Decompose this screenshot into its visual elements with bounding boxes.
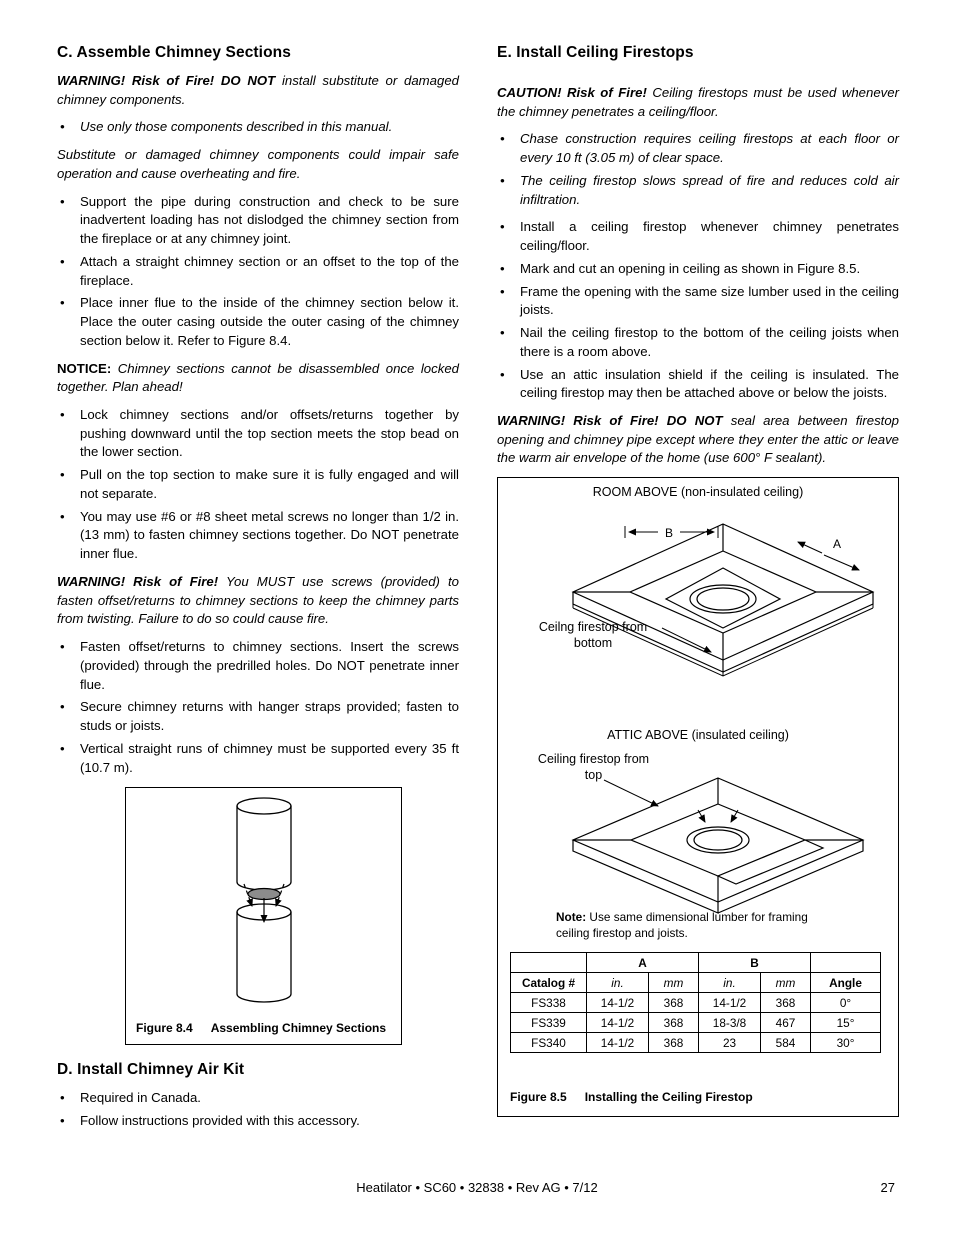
- list-item: • Use only those components described in this manual.: [57, 118, 459, 137]
- dimension-a-label: A: [833, 537, 842, 552]
- list-item: • Lock chimney sections and/or offsets/returns together by pushing downward until the top section meets the stop bead on the lower section.: [57, 406, 459, 462]
- firestop-from-bottom-illustration: [528, 504, 888, 704]
- warning-screws-block: [57, 573, 459, 629]
- footer-document-id: Heatilator • SC60 • 32838 • Rev AG • 7/12: [356, 1180, 598, 1195]
- figure-8-4-box: [125, 787, 402, 1045]
- table-corner-cell: [511, 953, 587, 973]
- table-cell: 14-1/2: [699, 993, 761, 1013]
- figure-title: Installing the Ceiling Firestop: [584, 1090, 753, 1105]
- angle-header: Angle: [811, 973, 881, 993]
- figure-label: Figure 8.5: [510, 1090, 567, 1105]
- figure-title: Assembling Chimney Sections: [210, 1021, 387, 1036]
- table-cell: 368: [649, 1033, 699, 1053]
- catalog-header: Catalog #: [511, 973, 587, 993]
- table-row: [511, 993, 881, 1013]
- list-item: • Chase construction requires ceiling firestops at each floor or every 10 ft (3.05 m) of clear space.: [497, 130, 899, 167]
- warning-body: You MUST use screws (provided) to fasten offset/returns to chimney sections to keep the chimney parts from twisting. Failure to do so could cause fire.: [57, 573, 459, 627]
- firestop-italic-bullet-list: [497, 130, 899, 209]
- table-cell: 368: [761, 993, 811, 1013]
- firestop-size-table: [510, 952, 881, 1053]
- list-item: • The ceiling firestop slows spread of fire and reduces cold air infiltration.: [497, 172, 899, 209]
- dimension-b-label: B: [665, 526, 674, 541]
- table-cell: 14-1/2: [587, 1013, 649, 1033]
- firestop-from-top-illustration: [528, 764, 888, 920]
- list-item: • Nail the ceiling firestop to the bottom of the ceiling joists when there is a room above.: [497, 324, 899, 361]
- table-cell: 14-1/2: [587, 993, 649, 1013]
- list-item: • Secure chimney returns with hanger straps provided; fasten to studs or joists.: [57, 698, 459, 735]
- list-item: • You may use #6 or #8 sheet metal screws no longer than 1/2 in. (13 mm) to fasten chimney sections together. Do NOT penetrate inner flue.: [57, 508, 459, 564]
- figure-8-4-caption: [136, 1021, 386, 1035]
- table-cell: 584: [761, 1033, 811, 1053]
- assembly-bullet-list-3: [57, 638, 459, 777]
- warning-body: install substitute or damaged chimney components.: [57, 73, 459, 107]
- figure-label: Figure 8.4: [136, 1021, 193, 1036]
- table-cell: 14-1/2: [587, 1033, 649, 1053]
- list-item: • Vertical straight runs of chimney must be supported every 35 ft (10.7 m).: [57, 740, 459, 777]
- firestop-bullet-list: [497, 218, 899, 403]
- list-item: • Frame the opening with the same size lumber used in the ceiling joists.: [497, 283, 899, 320]
- note-body: Use same dimensional lumber for framing ceiling firestop and joists.: [556, 910, 808, 940]
- warning-body: seal area between firestop opening and chimney pipe except where they enter the attic or leave the warm air envelope of the home (use 600° F sealant).: [497, 413, 899, 466]
- column-b-header: B: [699, 953, 811, 973]
- list-item: • Pull on the top section to make sure it is fully engaged and will not separate.: [57, 466, 459, 503]
- label-line: Ceiling firestop from: [537, 752, 650, 767]
- table-cell: 15°: [811, 1013, 881, 1033]
- firestop-bottom-label: [526, 620, 660, 651]
- table-corner-cell: [811, 953, 881, 973]
- assembly-bullet-list-1: [57, 193, 459, 351]
- table-row: [511, 1013, 881, 1033]
- notice-body: Chimney sections cannot be disassembled once locked together. Plan ahead!: [57, 360, 459, 395]
- section-d-title: D. Install Chimney Air Kit: [57, 1061, 245, 1079]
- label-line: Ceilng firestop from: [538, 620, 648, 635]
- list-item: • Required in Canada.: [57, 1089, 459, 1108]
- table-cell: 0°: [811, 993, 881, 1013]
- chimney-assembly-illustration: [174, 794, 354, 1009]
- left-column: [57, 44, 459, 1140]
- caution-firestops: [497, 84, 899, 121]
- list-item: • Install a ceiling firestop whenever chimney penetrates ceiling/floor.: [497, 218, 899, 255]
- caution-lead: CAUTION! Risk of Fire!: [497, 85, 647, 100]
- unit-cell: in.: [587, 973, 649, 993]
- table-cell: 368: [649, 993, 699, 1013]
- section-c-title: C. Assemble Chimney Sections: [57, 44, 291, 61]
- substitute-note: Substitute or damaged chimney components could impair safe operation and cause overheating and fire.: [57, 147, 459, 181]
- inner-flue: [248, 889, 280, 900]
- list-item: • Use an attic insulation shield if the ceiling is insulated. The ceiling firestop may then be attached above or below the joists.: [497, 366, 899, 403]
- assembly-bullet-list-2: [57, 406, 459, 564]
- table-cell: 18-3/8: [699, 1013, 761, 1033]
- notice-lead: NOTICE:: [57, 360, 112, 376]
- caution-body: Ceiling firestops must be used whenever the chimney penetrates a ceiling/floor.: [497, 85, 899, 119]
- warning-lead: WARNING! Risk of Fire!: [57, 573, 219, 589]
- section-e-title: E. Install Ceiling Firestops: [497, 44, 694, 61]
- column-a-header: A: [587, 953, 699, 973]
- label-line: bottom: [573, 635, 613, 650]
- table-cell: 467: [761, 1013, 811, 1033]
- components-bullet-list: [57, 118, 459, 137]
- table-cell: FS339: [511, 1013, 587, 1033]
- lumber-note: [556, 910, 828, 941]
- right-column: [497, 44, 899, 1117]
- list-item: • Place inner flue to the inside of the chimney section below it. Place the outer casing outside the outer casing of the chimney section below it. Refer to Figure 8.4.: [57, 294, 459, 350]
- room-above-label: ROOM ABOVE (non-insulated ceiling): [592, 485, 804, 500]
- table-cell: 30°: [811, 1033, 881, 1053]
- list-item: • Support the pipe during construction and check to be sure inadvertent loading has not dislodged the chimney section from the fireplace or at any chimney joint.: [57, 193, 459, 249]
- figure-8-5-box: [497, 477, 899, 1117]
- label-line: top: [584, 767, 603, 782]
- unit-cell: mm: [761, 973, 811, 993]
- list-item: • Fasten offset/returns to chimney sections. Insert the screws (provided) through the predrilled holes. Do NOT penetrate inner flue.: [57, 638, 459, 694]
- table-header-row: [511, 953, 881, 973]
- table-cell: 23: [699, 1033, 761, 1053]
- page-number: 27: [880, 1180, 895, 1195]
- warning-substitute-components: [57, 72, 459, 109]
- note-lead: Note:: [556, 910, 587, 925]
- table-cell: FS338: [511, 993, 587, 1013]
- list-item: • Attach a straight chimney section or an offset to the top of the fireplace.: [57, 253, 459, 290]
- unit-cell: mm: [649, 973, 699, 993]
- table-cell: FS340: [511, 1033, 587, 1053]
- unit-cell: in.: [699, 973, 761, 993]
- list-item: • Mark and cut an opening in ceiling as shown in Figure 8.5.: [497, 260, 899, 279]
- table-row: [511, 1033, 881, 1053]
- attic-above-label: ATTIC ABOVE (insulated ceiling): [607, 728, 789, 743]
- table-units-row: [511, 973, 881, 993]
- warning-lead: WARNING! Risk of Fire! DO NOT: [497, 413, 723, 429]
- notice-block: [57, 360, 459, 397]
- leader-arrow: [604, 780, 658, 806]
- list-item: • Follow instructions provided with this accessory.: [57, 1112, 459, 1131]
- warning-seal-block: [497, 412, 899, 468]
- air-kit-bullet-list: [57, 1089, 459, 1130]
- figure-8-5-caption: [510, 1090, 753, 1104]
- warning-lead: WARNING! Risk of Fire! DO NOT: [57, 73, 276, 88]
- table-cell: 368: [649, 1013, 699, 1033]
